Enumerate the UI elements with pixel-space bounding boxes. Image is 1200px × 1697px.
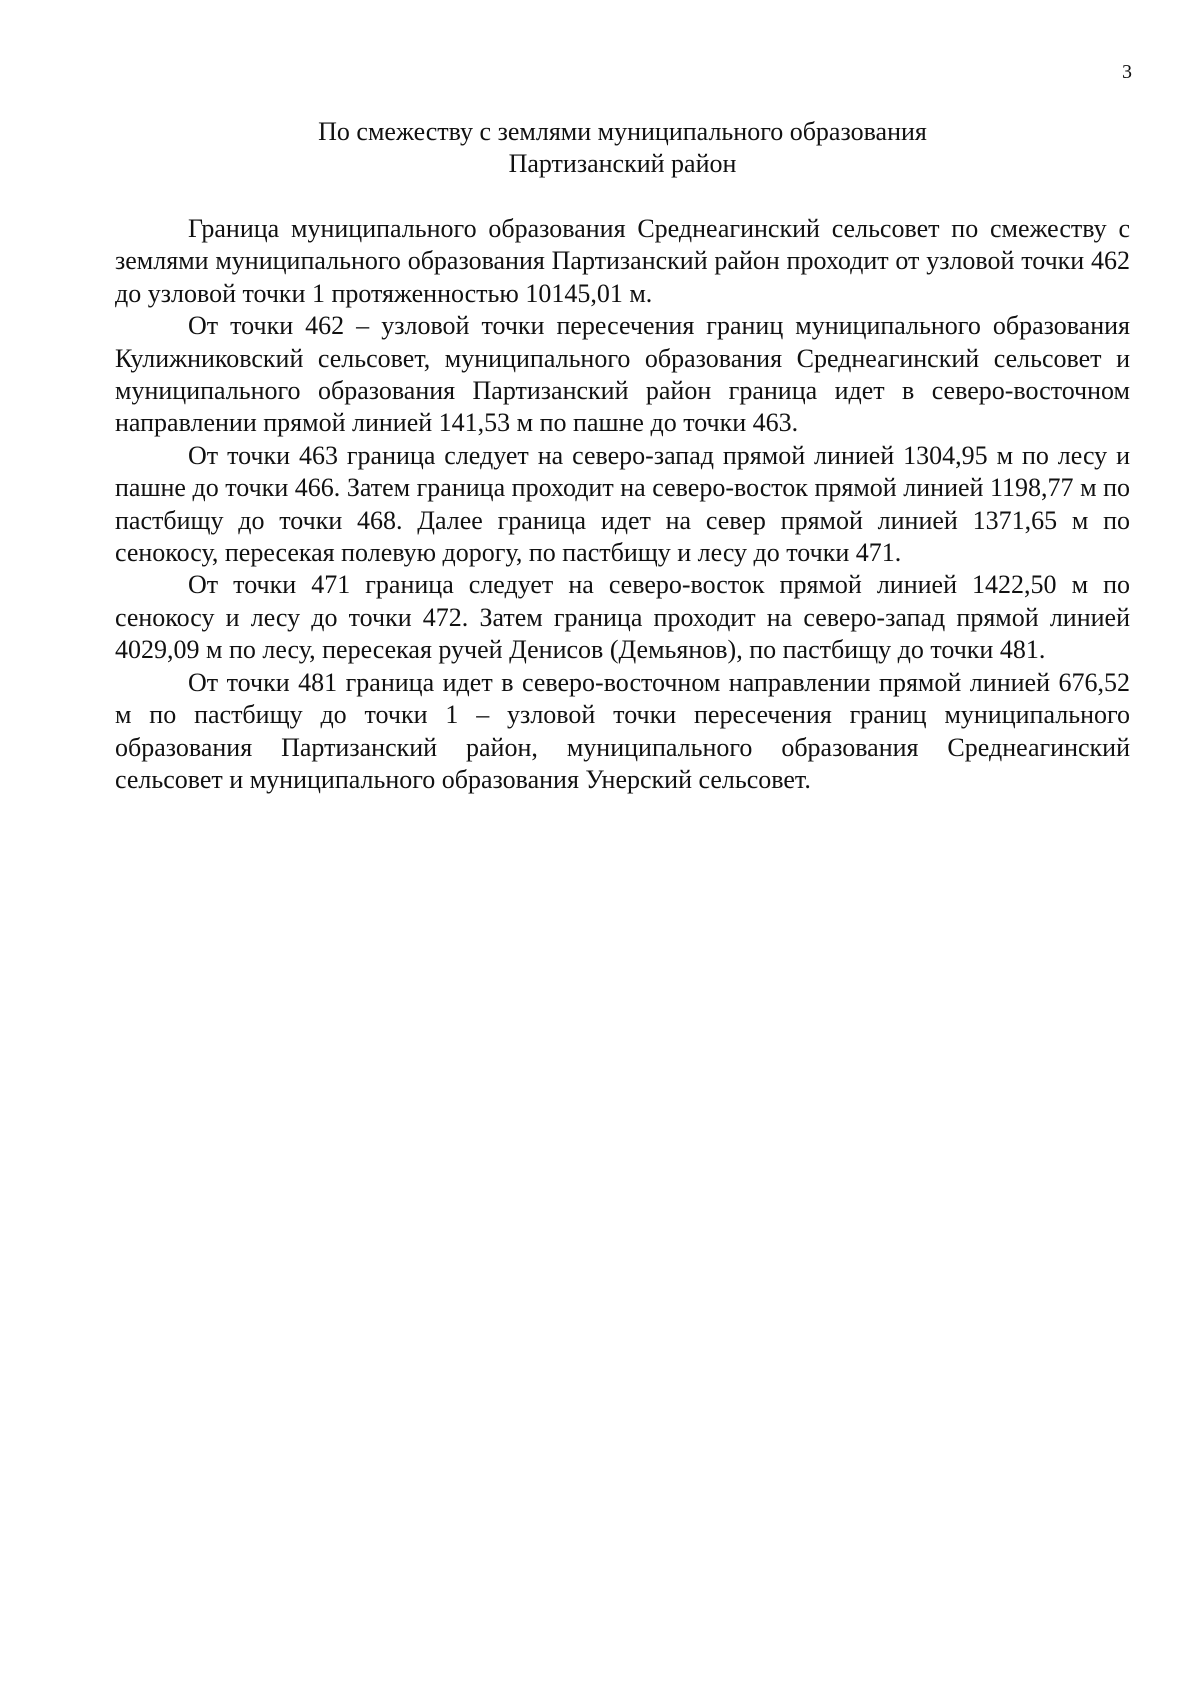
section-heading-line-2: Партизанский район xyxy=(508,149,737,178)
paragraph: От точки 463 граница следует на северо-запад прямой линией 1304,95 м по лесу и пашне до точки 466. Затем граница проходит на северо-восток прямой линией 1198,77 м по пастбищу до точки 468. Далее граница идет на север прямой линией 1371,65 м по сенокосу, пересекая полевую дорогу, по пастбищу и лесу до точки 471. xyxy=(115,440,1130,568)
body-text xyxy=(115,213,1130,796)
paragraph: Граница муниципального образования Среднеагинский сельсовет по смежеству с землями муниципального образования Партизанский район проходит от узловой точки 462 до узловой точки 1 протяженностью 10145,01 м. xyxy=(115,214,1130,308)
paragraph: От точки 481 граница идет в северо-восточном направлении прямой линией 676,52 м по пастбищу до точки 1 – узловой точки пересечения границ муниципального образования Партизанский район, муниципального образования Среднеагинский сельсовет и муниципального образования Унерский сельсовет. xyxy=(115,667,1130,794)
section-heading xyxy=(115,116,1130,180)
page-number: 3 xyxy=(1122,61,1132,83)
paragraph: От точки 471 граница следует на северо-восток прямой линией 1422,50 м по сенокосу и лесу до точки 472. Затем граница проходит на северо-запад прямой линией 4029,09 м по лесу, пересекая ручей Денисов (Демьянов), по пастбищу до точки 481. xyxy=(115,570,1130,665)
section-heading-line-1: По смежеству с землями муниципального образования xyxy=(318,117,927,146)
paragraph: От точки 462 – узловой точки пересечения границ муниципального образования Кулижниковский сельсовет, муниципального образования Среднеагинский сельсовет и муниципального образования Партизанский район граница идет в северо-восточном направлении прямой линией 141,53 м по пашне до точки 463. xyxy=(115,311,1130,438)
